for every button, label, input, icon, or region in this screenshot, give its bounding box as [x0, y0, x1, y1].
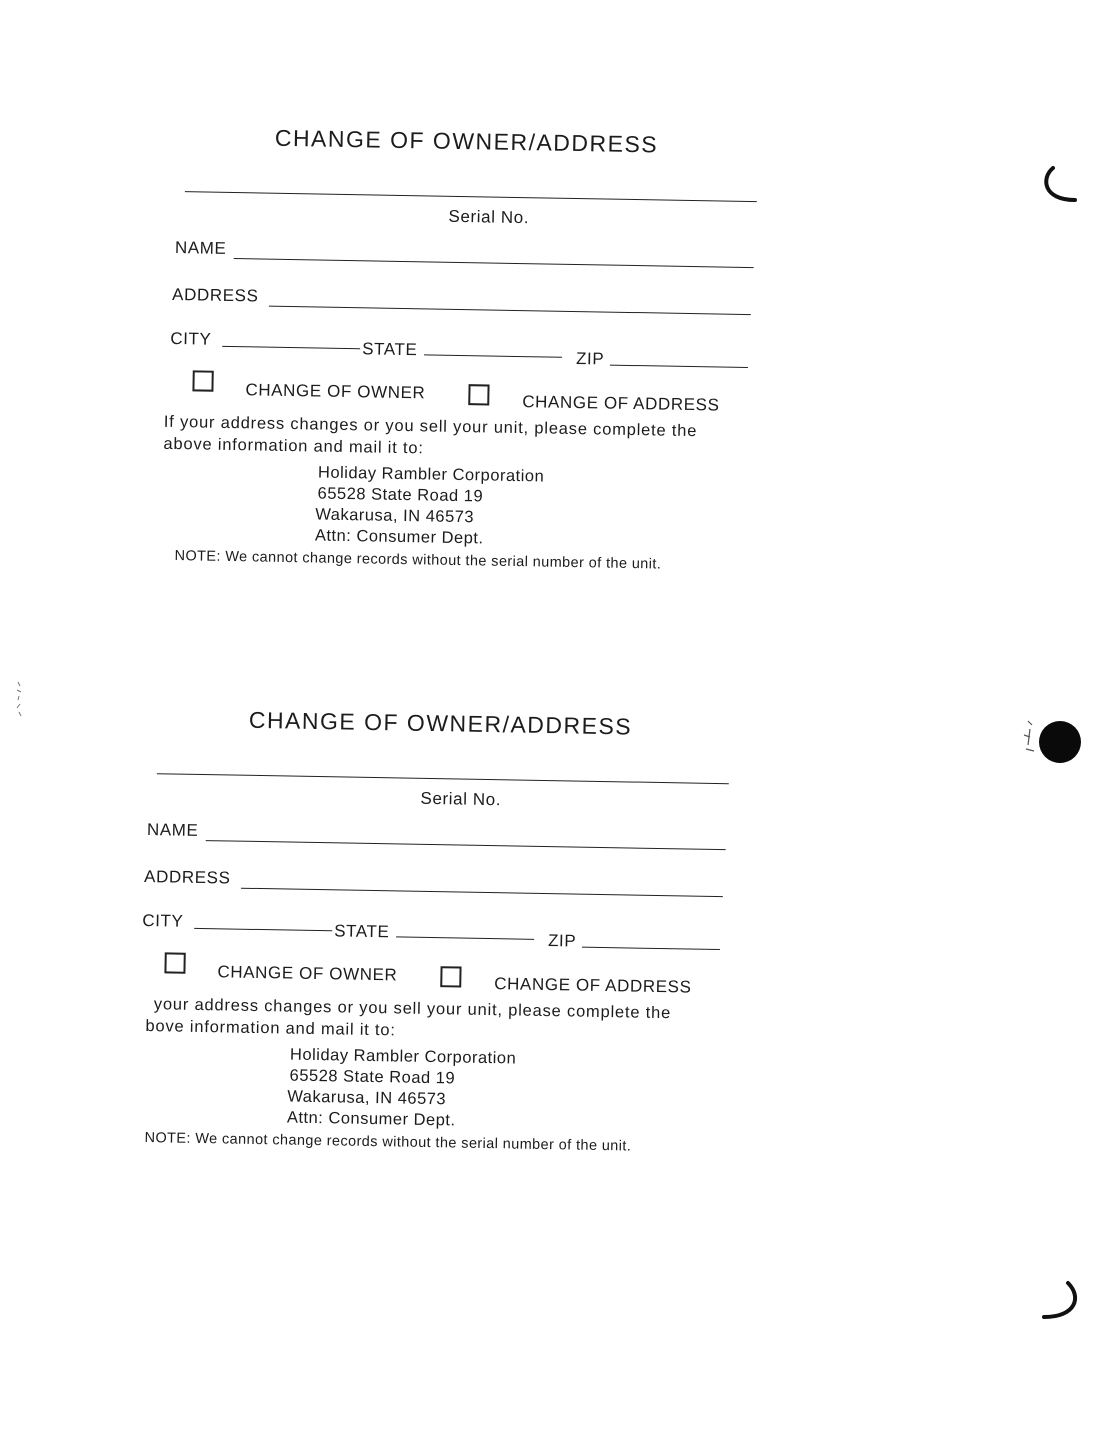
state-label: STATE	[362, 339, 418, 360]
mailing-company: Holiday Rambler Corporation	[289, 1045, 517, 1068]
instruction-text-line-1: your address changes or you sell your unit, please complete the	[153, 995, 672, 1023]
change-of-address-label: CHANGE OF ADDRESS	[522, 392, 720, 415]
edge-speckle-mark	[14, 680, 26, 720]
serial-number-note: NOTE: We cannot change records without the serial number of the unit.	[174, 548, 662, 573]
mailing-company: Holiday Rambler Corporation	[317, 463, 545, 486]
zip-field[interactable]	[610, 365, 748, 368]
instruction-text-line-2: above information and mail it to:	[163, 434, 424, 458]
mailing-attention: Attn: Consumer Dept.	[286, 1108, 456, 1130]
mailing-city-state-zip: Wakarusa, IN 46573	[287, 1087, 447, 1109]
mailing-street: 65528 State Road 19	[317, 484, 484, 506]
city-label: CITY	[170, 328, 212, 349]
serial-number-line[interactable]	[185, 191, 757, 202]
address-field[interactable]	[269, 306, 751, 315]
change-of-address-checkbox[interactable]	[468, 384, 489, 405]
change-of-owner-label: CHANGE OF OWNER	[245, 380, 426, 403]
name-label: NAME	[174, 238, 227, 258]
change-of-owner-label: CHANGE OF OWNER	[217, 962, 398, 985]
zip-label: ZIP	[575, 349, 605, 369]
address-label: ADDRESS	[143, 867, 231, 888]
zip-label: ZIP	[547, 931, 577, 951]
change-of-owner-checkbox[interactable]	[192, 370, 213, 391]
mailing-attention: Attn: Consumer Dept.	[314, 526, 484, 548]
change-of-address-checkbox[interactable]	[440, 966, 461, 987]
change-of-address-label: CHANGE OF ADDRESS	[494, 974, 692, 997]
name-field[interactable]	[206, 840, 726, 850]
state-field[interactable]	[424, 354, 562, 357]
state-label: STATE	[334, 921, 390, 942]
serial-number-label: Serial No.	[420, 788, 502, 810]
name-label: NAME	[146, 820, 199, 840]
binder-hole-mark-middle	[1010, 705, 1090, 775]
serial-number-label: Serial No.	[448, 206, 530, 228]
serial-number-line[interactable]	[157, 773, 729, 784]
name-field[interactable]	[234, 258, 754, 268]
state-field[interactable]	[396, 936, 534, 939]
binder-hole-mark-top	[1035, 160, 1085, 210]
form-title: CHANGE OF OWNER/ADDRESS	[274, 124, 659, 158]
mailing-city-state-zip: Wakarusa, IN 46573	[315, 505, 475, 527]
change-of-owner-form-2	[0, 575, 1113, 1314]
serial-number-note: NOTE: We cannot change records without the serial number of the unit.	[144, 1130, 632, 1155]
change-of-owner-checkbox[interactable]	[164, 952, 185, 973]
city-field[interactable]	[222, 346, 360, 349]
instruction-text-line-1: If your address changes or you sell your unit, please complete the	[163, 412, 698, 441]
city-field[interactable]	[194, 928, 332, 931]
form-title: CHANGE OF OWNER/ADDRESS	[248, 706, 633, 740]
city-label: CITY	[142, 910, 184, 931]
binder-hole-mark-bottom	[1030, 1275, 1090, 1335]
mailing-street: 65528 State Road 19	[289, 1066, 456, 1088]
address-label: ADDRESS	[171, 284, 259, 306]
address-field[interactable]	[241, 888, 723, 897]
instruction-text-line-2: bove information and mail it to:	[145, 1017, 396, 1040]
zip-field[interactable]	[582, 947, 720, 950]
